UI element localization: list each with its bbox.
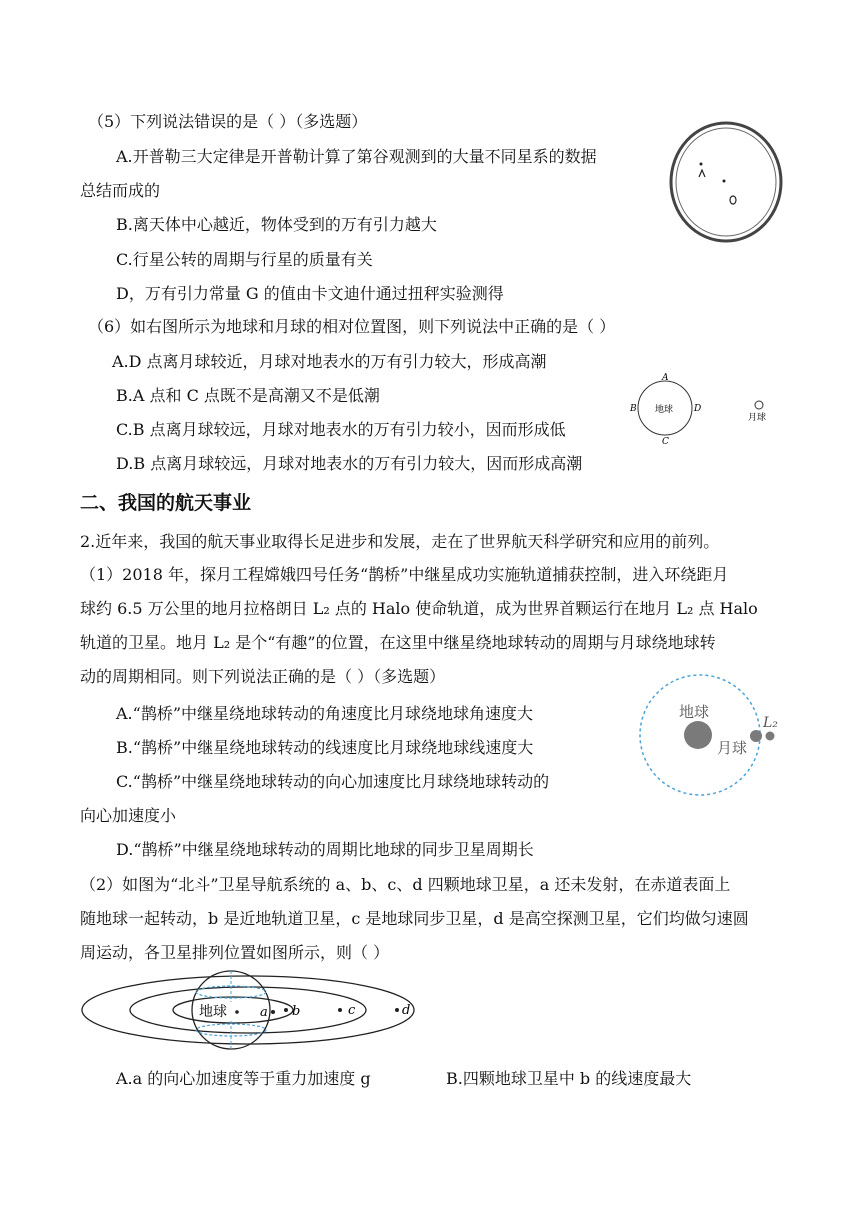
moon-label: 月球 xyxy=(717,739,748,757)
q2-part2-option-b: B.四颗地球卫星中 b 的线速度最大 xyxy=(446,1069,692,1088)
q2-part2-line1: （2）如图为“北斗”卫星导航系统的 a、b、c、d 四颗地球卫星，a 还未发射，在赤道表面上 xyxy=(80,875,731,894)
q2-part1-line4: 动的周期相同。则下列说法正确的是（ ）（多选题） xyxy=(80,667,446,686)
label-b: b xyxy=(292,1004,301,1019)
q5-option-d: D，万有引力常量 G 的值由卡文迪什通过扭秤实验测得 xyxy=(116,284,504,303)
q5-option-b: B.离天体中心越近，物体受到的万有引力越大 xyxy=(116,215,437,234)
label-a: A xyxy=(662,373,669,383)
q2-part1-option-c-cont: 向心加速度小 xyxy=(80,806,177,825)
satellite-orbits-figure xyxy=(78,968,423,1056)
q5-option-c: C.行星公转的周期与行星的质量有关 xyxy=(116,250,373,269)
earth-label: 地球 xyxy=(199,1004,227,1020)
earth-label: 地球 xyxy=(655,405,674,415)
q6-option-c: C.B 点离月球较远，月球对地表水的万有引力较小，因而形成低 xyxy=(116,420,566,439)
earth-label: 地球 xyxy=(679,703,710,721)
q6-option-d: D.B 点离月球较远，月球对地表水的万有引力较大，因而形成高潮 xyxy=(116,454,583,473)
q6-option-a: A.D 点离月球较近，月球对地表水的万有引力较大，形成高潮 xyxy=(112,352,547,371)
l2-label: L₂ xyxy=(763,715,778,731)
label-c: C xyxy=(662,437,669,446)
q2-part1-line2: 球约 6.5 万公里的地月拉格朗日 L₂ 点的 Halo 使命轨道，成为世界首颗运行在地月 L₂ 点 Halo xyxy=(80,599,758,618)
q5-option-a-cont: 总结而成的 xyxy=(80,181,161,200)
q2-part1-line1: （1）2018 年，探月工程嫦娥四号任务“鹊桥”中继星成功实施轨道捕获控制，进入环绕距月 xyxy=(80,565,729,584)
q2-part2-line3: 周运动，各卫星排列位置如图所示，则（ ） xyxy=(80,943,390,962)
q6-option-b: B.A 点和 C 点既不是高潮又不是低潮 xyxy=(116,386,380,405)
q5-option-a: A.开普勒三大定律是开普勒计算了第谷观测到的大量不同星系的数据 xyxy=(116,147,597,166)
q2-part2-line2: 随地球一起转动，b 是近地轨道卫星，c 是地球同步卫星，d 是高空探测卫星，它们均做匀速圆 xyxy=(80,909,749,928)
label-a: a xyxy=(260,1005,268,1020)
moon-label: 月球 xyxy=(748,413,767,423)
q2-part1-option-b: B.“鹊桥”中继星绕地球转动的线速度比月球绕地球线速度大 xyxy=(116,738,534,757)
earth-moon-figure xyxy=(620,370,780,446)
q5-stem: （5）下列说法错误的是（ ）（多选题） xyxy=(88,112,368,131)
q2-part1-option-c: C.“鹊桥”中继星绕地球转动的向心加速度比月球绕地球转动的 xyxy=(116,772,550,791)
q2-intro: 2.近年来，我国的航天事业取得长足进步和发展，走在了世界航天科学研究和应用的前列。 xyxy=(80,532,720,551)
label-d: d xyxy=(402,1003,411,1018)
section-heading: 二、我国的航天事业 xyxy=(80,492,252,514)
label-c: c xyxy=(348,1003,356,1018)
q6-stem: （6）如右图所示为地球和月球的相对位置图，则下列说法中正确的是（ ） xyxy=(88,317,616,336)
label-d: D xyxy=(694,404,702,414)
label-b: B xyxy=(630,404,637,414)
orbit-sketch-figure xyxy=(668,120,784,244)
q2-part1-line3: 轨道的卫星。地月 L₂ 是个“有趣”的位置，在这里中继星绕地球转动的周期与月球绕地球转 xyxy=(80,633,716,652)
q2-part1-option-d: D.“鹊桥”中继星绕地球转动的周期比地球的同步卫星周期长 xyxy=(116,840,534,859)
q2-part2-option-a: A.a 的向心加速度等于重力加速度 g xyxy=(116,1069,371,1088)
l2-point-figure xyxy=(635,670,795,800)
q2-part1-option-a: A.“鹊桥”中继星绕地球转动的角速度比月球绕地球角速度大 xyxy=(116,704,534,723)
